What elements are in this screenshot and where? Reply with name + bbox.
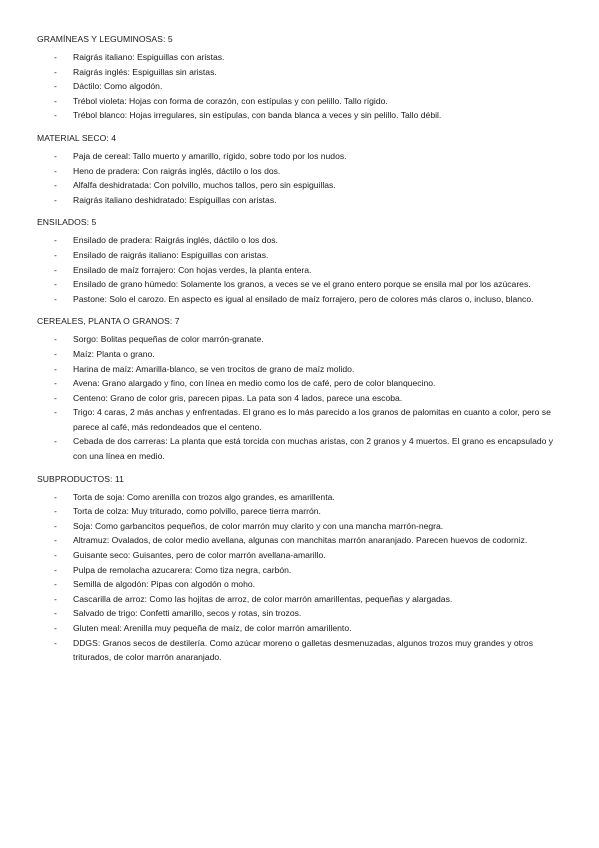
item-text: DDGS: Granos secos de destilería. Como azúcar moreno o galletas desmenuzadas, algunos trozos muy grandes y otros triturados, de color marrón anaranjado. <box>73 637 533 663</box>
list-item <box>37 94 567 109</box>
item-text: Raigrás inglés: Espiguillas sin aristas. <box>73 66 217 77</box>
bullet-dash: - <box>54 95 57 106</box>
bullet-dash: - <box>54 264 57 275</box>
item-text: Soja: Como garbancitos pequeños, de color marrón muy clarito y con una mancha marrón-negra. <box>73 520 444 531</box>
list-item <box>37 277 567 292</box>
item-text: Trébol blanco: Hojas irregulares, sin estípulas, con banda blanca a veces y sin pelillo. Tallo débil. <box>73 110 442 121</box>
bullet-dash: - <box>54 363 57 374</box>
list-item <box>37 519 567 534</box>
item-text: Maíz: Planta o grano. <box>73 348 155 359</box>
item-list <box>37 149 567 207</box>
list-item <box>37 533 567 548</box>
list-item <box>37 592 567 607</box>
bullet-dash: - <box>54 334 57 345</box>
bullet-dash: - <box>54 623 57 633</box>
section-heading: SUBPRODUCTOS: 11 <box>37 473 124 484</box>
item-text: Trébol violeta: Hojas con forma de corazón, con estípulas y con pelillo. Tallo rígido. <box>73 95 388 106</box>
item-list <box>37 490 567 665</box>
item-text: Cebada de dos carreras: La planta que está torcida con muchas aristas, con 2 granos y 4 muertos. El grano es encapsulado y con una línea en medio. <box>73 436 554 462</box>
list-item <box>37 391 567 406</box>
section-heading: GRAMÍNEAS Y LEGUMINOSAS: 5 <box>37 34 173 44</box>
bullet-dash: - <box>54 66 57 77</box>
item-text: Guisante seco: Guisantes, pero de color marrón avellana-amarillo. <box>73 550 326 561</box>
bullet-dash: - <box>54 436 57 447</box>
bullet-dash: - <box>54 279 57 290</box>
list-item <box>37 563 567 578</box>
item-list <box>37 332 567 463</box>
list-item <box>37 65 567 80</box>
bullet-dash: - <box>54 52 57 62</box>
bullet-dash: - <box>54 593 57 604</box>
bullet-dash: - <box>54 407 57 418</box>
list-item <box>37 504 567 519</box>
item-text: Pulpa de remolacha azucarera: Como tiza negra, carbón. <box>73 564 292 575</box>
bullet-dash: - <box>54 81 57 92</box>
bullet-dash: - <box>54 348 57 359</box>
section-heading: MATERIAL SECO: 4 <box>37 132 117 143</box>
bullet-dash: - <box>54 392 57 403</box>
bullet-dash: - <box>54 180 57 191</box>
item-text: Semilla de algodón: Pipas con algodón o moho. <box>73 579 256 590</box>
bullet-dash: - <box>54 293 57 304</box>
item-text: Salvado de trigo: Confetti amarillo, secos y rotas, sin trozos. <box>73 608 302 619</box>
item-text: Ensilado de pradera: Raigrás inglés, dáctilo o los dos. <box>73 235 278 246</box>
list-item <box>37 362 567 377</box>
item-text: Sorgo: Bolitas pequeñas de color marrón-granate. <box>73 334 264 345</box>
item-text: Avena: Grano alargado y fino, con línea en medio como los de café, pero de color blanquecino. <box>73 378 436 389</box>
item-text: Trigo: 4 caras, 2 más anchas y enfrentadas. El grano es lo más parecido a los granos de palomitas en cuanto a color, pero se parece al café, más redondeados que el centeno. <box>73 407 551 432</box>
list-item <box>37 233 567 248</box>
document-page <box>37 33 567 674</box>
item-text: Cascarilla de arroz: Como las hojitas de arroz, de color marrón amarillentas, pequeñas y alargadas. <box>73 593 453 604</box>
list-item <box>37 332 567 347</box>
list-item <box>37 621 567 636</box>
list-item <box>37 577 567 592</box>
list-item <box>37 376 567 391</box>
list-item <box>37 434 567 463</box>
list-item <box>37 490 567 505</box>
item-text: Raigrás italiano deshidratado: Espiguillas con aristas. <box>73 194 277 205</box>
bullet-dash: - <box>54 579 57 590</box>
list-item <box>37 193 567 208</box>
list-item <box>37 108 567 123</box>
section <box>37 132 567 207</box>
item-text: Torta de colza: Muy triturado, como polvillo, parece tierra marrón. <box>73 506 321 517</box>
list-item <box>37 50 567 65</box>
list-item <box>37 248 567 263</box>
list-item <box>37 178 567 193</box>
bullet-dash: - <box>54 506 57 517</box>
item-text: Centeno: Grano de color gris, parecen pipas. La pata son 4 lados, parece una escoba. <box>73 392 403 403</box>
bullet-dash: - <box>54 165 57 176</box>
bullet-dash: - <box>54 150 57 161</box>
item-text: Ensilado de grano húmedo: Solamente los granos, a veces se ve el grano entero porque se ensila mal por los azúcares. <box>73 279 531 290</box>
item-list <box>37 233 567 306</box>
section <box>37 216 567 306</box>
bullet-dash: - <box>54 564 57 575</box>
item-text: Alfalfa deshidratada: Con polvillo, muchos tallos, pero sin espiguillas. <box>73 180 336 191</box>
item-text: Torta de soja: Como arenilla con trozos algo grandes, es amarillenta. <box>73 491 335 502</box>
list-item <box>37 149 567 164</box>
bullet-dash: - <box>54 535 57 546</box>
item-text: Pastone: Solo el carozo. En aspecto es igual al ensilado de maíz forrajero, pero de colores más claros o, incluso, blanco. <box>73 293 534 304</box>
list-item <box>37 292 567 307</box>
section-heading: ENSILADOS: 5 <box>37 217 97 228</box>
bullet-dash: - <box>54 637 57 648</box>
bullet-dash: - <box>54 520 57 531</box>
bullet-dash: - <box>54 608 57 619</box>
bullet-dash: - <box>54 110 57 121</box>
item-list <box>37 50 567 123</box>
item-text: Ensilado de maíz forrajero: Con hojas verdes, la planta entera. <box>73 264 312 275</box>
list-item <box>37 79 567 94</box>
section <box>37 33 567 123</box>
bullet-dash: - <box>54 378 57 389</box>
item-text: Raigrás italiano: Espiguillas con aristas. <box>73 52 225 62</box>
list-item <box>37 548 567 563</box>
list-item <box>37 636 567 665</box>
item-text: Altramuz: Ovalados, de color medio avellana, algunas con manchitas marrón anaranjado. Parecen huevos de codorniz. <box>73 535 528 546</box>
item-text: Paja de cereal: Tallo muerto y amarillo, rígido, sobre todo por los nudos. <box>73 150 347 161</box>
bullet-dash: - <box>54 491 57 502</box>
section <box>37 473 567 665</box>
list-item <box>37 606 567 621</box>
section-heading: CEREALES, PLANTA O GRANOS: 7 <box>37 316 180 327</box>
list-item <box>37 405 567 434</box>
bullet-dash: - <box>54 550 57 561</box>
bullet-dash: - <box>54 194 57 205</box>
item-text: Dáctilo: Como algodón. <box>73 81 163 92</box>
list-item <box>37 263 567 278</box>
bullet-dash: - <box>54 249 57 260</box>
item-text: Ensilado de raigrás italiano: Espiguillas con aristas. <box>73 249 269 260</box>
list-item <box>37 347 567 362</box>
list-item <box>37 164 567 179</box>
item-text: Harina de maíz: Amarilla-blanco, se ven trocitos de grano de maíz molido. <box>73 363 355 374</box>
item-text: Heno de pradera: Con raigrás inglés, dáctilo o los dos. <box>73 165 281 176</box>
bullet-dash: - <box>54 235 57 246</box>
item-text: Gluten meal: Arenilla muy pequeña de maíz, de color marrón amarillento. <box>73 623 352 633</box>
section <box>37 315 567 463</box>
